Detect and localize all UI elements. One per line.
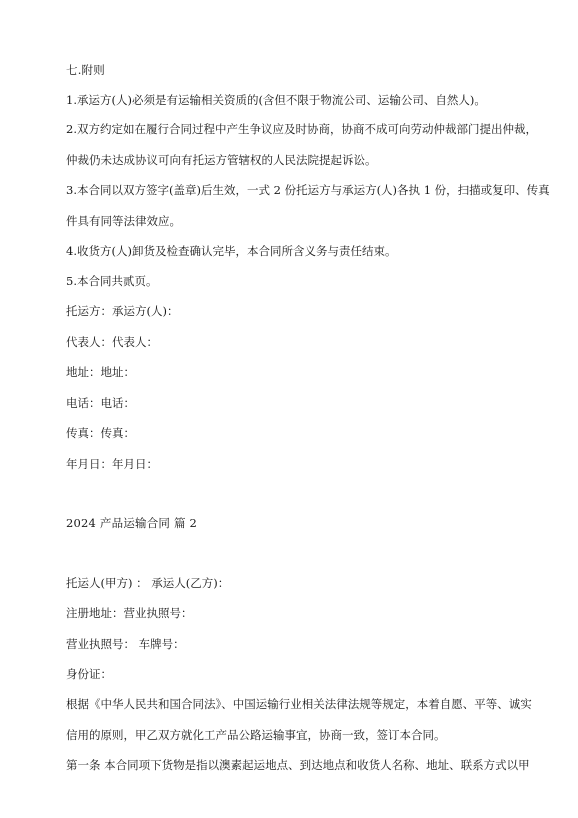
signature-fax: 传真：传真：	[66, 426, 135, 440]
clause-5: 5.本合同共贰页。	[66, 274, 158, 288]
signature-date: 年月日：年月日：	[66, 457, 158, 471]
clause-4: 4.收货方(人)卸货及检查确认完毕，本合同所含义务与责任结束。	[66, 244, 397, 258]
parties-line: 托运人(甲方) ： 承运人(乙方)：	[66, 576, 230, 590]
clause-3-line-1: 3.本合同以双方签字(盖章)后生效，一式 2 份托运方与承运方(人)各执 1 份，扫描或复印、传真	[66, 183, 550, 197]
signature-phone: 电话：电话：	[66, 396, 135, 410]
clause-2-line-2: 仲裁仍未达成协议可向有托运方管辖权的人民法院提起诉讼。	[66, 153, 377, 167]
id-card-line: 身份证：	[66, 667, 112, 681]
signature-address: 地址：地址：	[66, 365, 135, 379]
clause-2-line-1: 2.双方约定如在履行合同过程中产生争议应及时协商，协商不成可向劳动仲裁部门提出仲裁，	[66, 122, 537, 136]
clause-1: 1.承运方(人)必须是有运输相关资质的(含但不限于物流公司、运输公司、自然人)。	[66, 93, 486, 107]
article-1-line-1: 第一条 本合同项下货物是指以澳素起运地点、到达地点和收货人名称、地址、联系方式以甲	[66, 758, 530, 772]
intro-line-1: 根据《中华人民共和国合同法》、中国运输行业相关法律法规等规定，本着自愿、平等、诚实	[66, 697, 532, 711]
signature-representative: 代表人：代表人：	[66, 335, 158, 349]
clause-3-line-2: 件具有同等法律效应。	[66, 214, 181, 228]
section-heading: 七.附则	[66, 63, 105, 77]
license-plate-line: 营业执照号： 车牌号：	[66, 637, 185, 651]
registered-address-line: 注册地址：营业执照号：	[66, 606, 193, 620]
signature-consignor-carrier: 托运方：承运方(人)：	[66, 304, 179, 318]
intro-line-2: 信用的原则，甲乙双方就化工产品公路运输事宜，协商一致，签订本合同。	[66, 728, 446, 742]
contract-title: 2024 产品运输合同 篇 2	[66, 516, 198, 530]
